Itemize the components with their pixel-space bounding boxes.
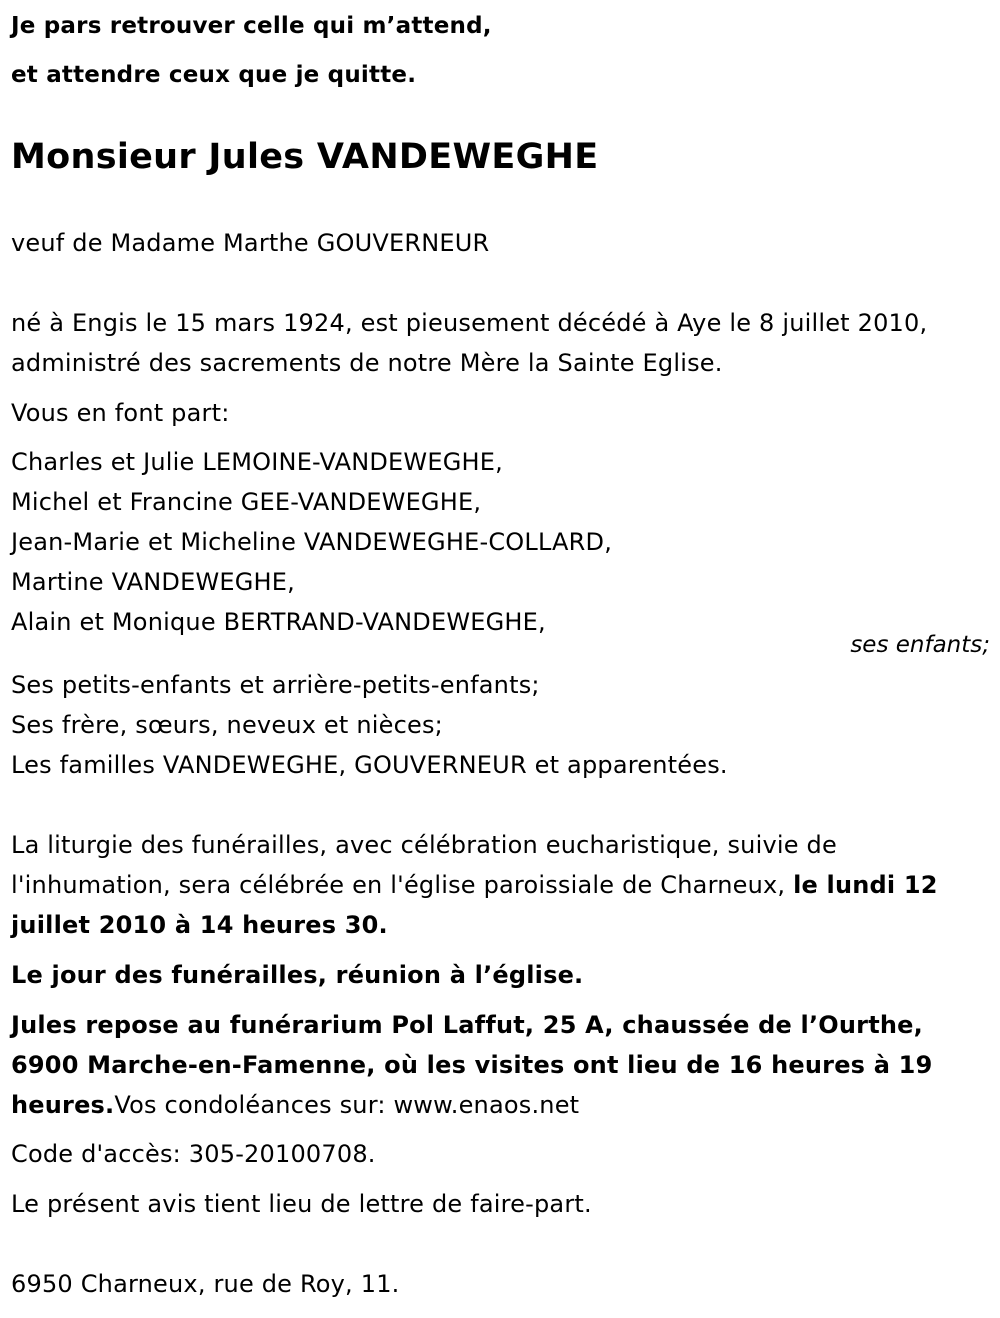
address-line: 6950 Charneux, rue de Roy, 11. xyxy=(11,1270,400,1298)
repose-line-1: Jules repose au funérarium Pol Laffut, 25 A, chaussée de l’Ourthe, xyxy=(11,1011,923,1039)
child-line: Alain et Monique BERTRAND-VANDEWEGHE, xyxy=(11,608,546,636)
child-line: Martine VANDEWEGHE, xyxy=(11,568,295,596)
quote-line-1: Je pars retrouver celle qui m’attend, xyxy=(11,13,492,39)
condolences-text: Vos condoléances sur: www.enaos.net xyxy=(114,1091,580,1119)
quote-line-2: et attendre ceux que je quitte. xyxy=(11,62,417,88)
funeral-line-2 xyxy=(11,870,938,900)
birth-death-line-1: né à Engis le 15 mars 1924, est pieusement décédé à Aye le 8 juillet 2010, xyxy=(11,309,928,337)
funeral-meeting: Le jour des funérailles, réunion à l’église. xyxy=(11,961,584,989)
family-line: Ses frère, sœurs, neveux et nièces; xyxy=(11,711,443,739)
family-line: Ses petits-enfants et arrière-petits-enfants; xyxy=(11,671,540,699)
funeral-line-1: La liturgie des funérailles, avec célébration eucharistique, suivie de xyxy=(11,831,837,859)
child-line: Charles et Julie LEMOINE-VANDEWEGHE, xyxy=(11,448,503,476)
funeral-line-2-plain: l'inhumation, sera célébrée en l'église paroissiale de Charneux, xyxy=(11,871,794,899)
family-line: Les familles VANDEWEGHE, GOUVERNEUR et apparentées. xyxy=(11,751,728,779)
child-line: Michel et Francine GEE-VANDEWEGHE, xyxy=(11,488,482,516)
repose-line-3 xyxy=(11,1090,579,1120)
repose-hours-end: heures. xyxy=(11,1091,115,1119)
repose-line-2: 6900 Marche-en-Famenne, où les visites ont lieu de 16 heures à 19 xyxy=(11,1051,933,1079)
deceased-name: Monsieur Jules VANDEWEGHE xyxy=(11,137,599,177)
announcement-intro: Vous en font part: xyxy=(11,399,230,427)
funeral-date-part-2: juillet 2010 à 14 heures 30. xyxy=(11,911,388,939)
child-line: Jean-Marie et Micheline VANDEWEGHE-COLLARD, xyxy=(11,528,613,556)
notice-text: Le présent avis tient lieu de lettre de faire-part. xyxy=(11,1190,592,1218)
access-code: Code d'accès: 305-20100708. xyxy=(11,1140,376,1168)
children-label: ses enfants; xyxy=(850,632,990,658)
birth-death-line-2: administré des sacrements de notre Mère la Sainte Eglise. xyxy=(11,349,723,377)
funeral-date-part-1: le lundi 12 xyxy=(793,871,938,899)
spouse-line: veuf de Madame Marthe GOUVERNEUR xyxy=(11,229,490,257)
